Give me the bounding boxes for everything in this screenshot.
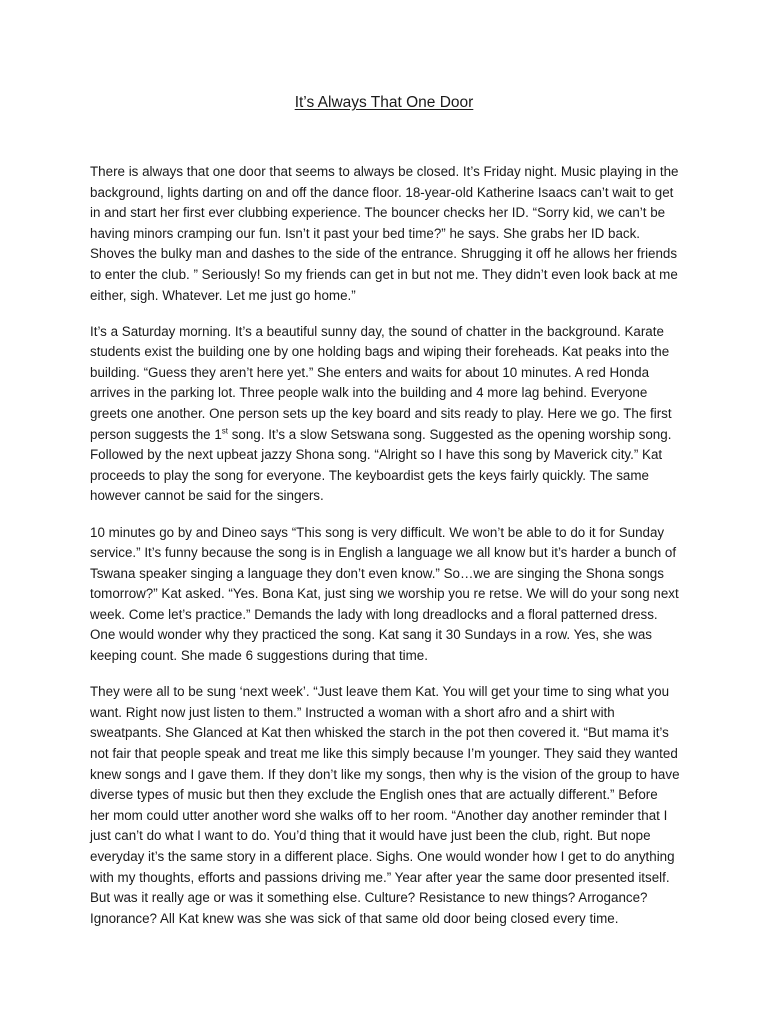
ordinal-suffix: st: [221, 426, 228, 436]
document-title: It’s Always That One Door: [294, 94, 474, 111]
paragraph-4: They were all to be sung ‘next week’. “Just leave them Kat. You will get your time to sing what you want. Right now just listen to them.” Instructed a woman with a short afro and a shirt with sweatpants. She Glanced at Kat then whisked the starch in the pot then covered it. “But mama it’s not fair that people speak and treat me like this simply because I’m younger. They said they wanted knew songs and I gave them. If they don’t like my songs, then why is the vision of the group to have diverse types of music but then they exclude the English ones that are actually different.” Before her mom could utter another word she walks off to her room. “Another day another reminder that I just can’t do what I want to do. You’d thing that it would have just been the club, right. But nope everyday it’s the same story in a different place. Sighs. One would wonder how I get to do anything with my thoughts, efforts and passions driving me.” Year after year the same door presented itself. But was it really age or was it something else. Culture? Resistance to new things? Arrogance? Ignorance? All Kat knew was she was sick of that same old door being closed every time.: [90, 684, 680, 926]
paragraph-3: 10 minutes go by and Dineo says “This song is very difficult. We won’t be able to do it for Sunday service.” It’s funny because the song is in English a language we all know but it’s harder a bunch of Tswana speaker singing a language they don’t even know.” So…we are singing the Shona songs tomorrow?” Kat asked. “Yes. Bona Kat, just sing we worship you re retse. We will do your song next week. Come let’s practice.” Demands the lady with long dreadlocks and a floral patterned dress. One would wonder why they practiced the song. Kat sang it 30 Sundays in a row. Yes, she was keeping count. She made 6 suggestions during that time.: [90, 524, 679, 664]
document-body: [90, 162, 680, 929]
paragraph-2-text-before: It’s a Saturday morning. It’s a beautiful sunny day, the sound of chatter in the background. Karate students exist the building one by one holding bags and wiping their foreheads. Kat peaks into the building. “Guess they aren’t here yet.” She enters and waits for about 10 minutes. A red Honda arrives in the parking lot. Three people walk into the building and 4 more lag behind. Everyone greets one another. One person sets up the key board and sits ready to play. Here we go. The first person suggests the 1: [90, 323, 672, 442]
paragraph-1: There is always that one door that seems to always be closed. It’s Friday night. Music playing in the background, lights darting on and off the dance floor. 18-year-old Katherine Isaacs can’t wait to get in and start her first ever clubbing experience. The bouncer checks her ID. “Sorry kid, we can’t be having minors cramping our fun. Isn’t it past your bed time?” he says. She grabs her ID back. Shoves the bulky man and dashes to the side of the entrance. Shrugging it off he allows her friends to enter the club. ” Seriously! So my friends can get in but not me. They didn’t even look back at me either, sigh. Whatever. Let me just go home.”: [90, 164, 679, 303]
paragraph-2: [90, 322, 680, 507]
paragraph-2-text-after: song. It’s a slow Setswana song. Suggested as the opening worship song. Followed by the next upbeat jazzy Shona song. “Alright so I have this song by Maverick city.” Kat proceeds to play the song for everyone. The keyboardist gets the keys fairly quickly. The same however cannot be said for the singers.: [90, 426, 672, 504]
